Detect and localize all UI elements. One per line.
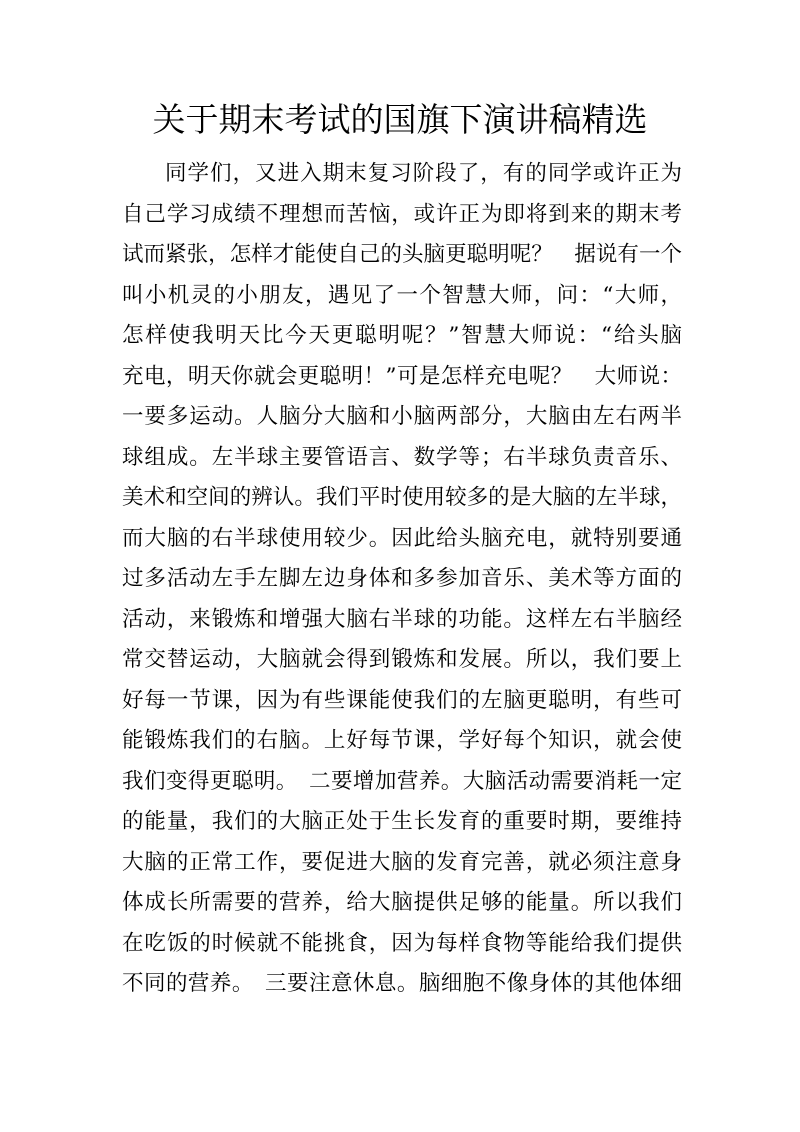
text-line: 的能量，我们的大脑正处于生长发育的重要时期，要维持	[122, 809, 682, 834]
text-line: 一要多运动。人脑分大脑和小脑两部分，大脑由左右两半	[122, 404, 682, 429]
text-line: 我们变得更聪明。 二要增加营养。大脑活动需要消耗一定	[122, 768, 682, 794]
text-line: 而大脑的右半球使用较少。因此给头脑充电，就特别要通	[122, 525, 682, 551]
body-text	[122, 154, 682, 1005]
text-line: 同学们，又进入期末复习阶段了，有的同学或许正为	[165, 161, 682, 186]
text-line: 能锻炼我们的右脑。上好每节课，学好每个知识，就会使	[122, 728, 682, 753]
text-line: 好每一节课，因为有些课能使我们的左脑更聪明，有些可	[122, 687, 682, 713]
page-title: 关于期末考试的国旗下演讲稿精选	[152, 100, 648, 139]
text-line: 球组成。左半球主要管语言、数学等；右半球负责音乐、	[122, 444, 682, 470]
text-line: 试而紧张，怎样才能使自己的头脑更聪明呢？ 据说有一个	[122, 242, 682, 267]
text-line: 常交替运动，大脑就会得到锻炼和发展。所以，我们要上	[122, 647, 682, 672]
text-line: 美术和空间的辨认。我们平时使用较多的是大脑的左半球，	[122, 485, 682, 510]
text-line: 怎样使我明天比今天更聪明呢？”智慧大师说：“给头脑	[122, 323, 682, 348]
text-line: 充电，明天你就会更聪明！”可是怎样充电呢？ 大师说：	[122, 363, 682, 389]
text-line: 体成长所需要的营养，给大脑提供足够的能量。所以我们	[122, 890, 682, 915]
text-line: 不同的营养。 三要注意休息。脑细胞不像身体的其他体细	[122, 971, 682, 996]
text-line: 过多活动左手左脚左边身体和多参加音乐、美术等方面的	[122, 566, 682, 591]
text-line: 自己学习成绩不理想而苦恼，或许正为即将到来的期末考	[122, 201, 682, 227]
text-line: 叫小机灵的小朋友，遇见了一个智慧大师，问：“大师，	[122, 282, 682, 308]
text-line: 活动，来锻炼和增强大脑右半球的功能。这样左右半脑经	[122, 606, 682, 632]
text-line: 大脑的正常工作，要促进大脑的发育完善，就必须注意身	[122, 849, 682, 875]
text-line: 在吃饭的时候就不能挑食，因为每样食物等能给我们提供	[122, 930, 682, 956]
